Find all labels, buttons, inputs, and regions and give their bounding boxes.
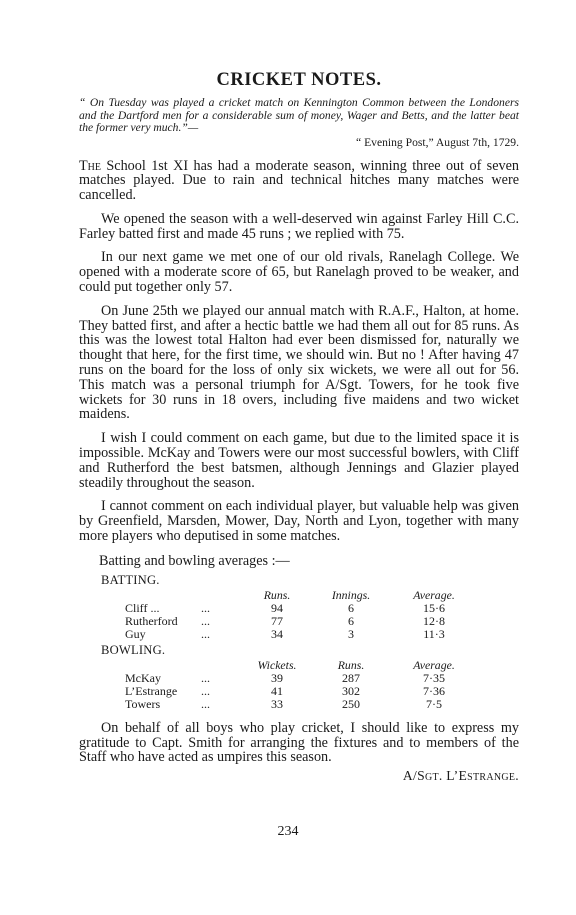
batting-table <box>125 589 475 641</box>
column-header: Innings. <box>331 587 371 602</box>
runs-value: 287 <box>342 670 360 685</box>
signature: A/Sgt. L’Estrange. <box>402 768 519 784</box>
paragraph-halton-match: On June 25th we played our annual match with R.A.F., Halton, at home. They batted first, and after a hectic battle we had them all out for 85 runs. As this was the lowest total Halton had ever been dismissed for, naturally we thought that here, for the first time, we should win. But no ! After having 47 runs on the board for the loss of only six wickets, we were all out for 56. This match was a personal triumph for A/Sgt. Towers, for he took five wickets for 30 runs in 18 overs, including five maidens and two wicket maidens. <box>79 302 519 423</box>
leader-dots: ... <box>201 626 210 641</box>
player-name: Guy <box>125 626 146 641</box>
bowling-table <box>125 659 475 711</box>
epigraph-quote: “ On Tuesday was played a cricket match on Kennington Common between the Londoners and the Dartford men for a considerable sum of money, Wager and Betts, and the latter beat the former very much.”— <box>79 96 519 134</box>
paragraph-helpers: I cannot comment on each individual player, but valuable help was given by Greenfield, Marsden, Mower, Day, North and Lyon, together with many more players who deputised in some matches. <box>79 498 519 545</box>
batting-heading: BATTING. <box>101 572 160 587</box>
average-value: 11·3 <box>423 626 445 641</box>
column-header: Runs. <box>263 587 291 602</box>
innings-value: 6 <box>348 613 354 628</box>
wickets-value: 33 <box>271 696 283 711</box>
bowling-heading: BOWLING. <box>101 642 166 657</box>
runs-value: 77 <box>271 613 283 628</box>
paragraph-ranelagh-match: In our next game we met one of our old rivals, Ranelagh College. We opened with a moderate score of 65, but Ranelagh proved to be weaker, and could put together only 57. <box>79 249 519 296</box>
leader-dots: ... <box>201 683 210 698</box>
epigraph-source: “ Evening Post,” August 7th, 1729. <box>356 135 519 149</box>
paragraph-text: School 1st XI has had a moderate season, winning three out of seven matches played. Due to rain and technical hitches many matches were cancelled. <box>79 157 519 204</box>
runs-value: 302 <box>342 683 360 698</box>
average-value: 12·8 <box>423 613 445 628</box>
runs-value: 250 <box>342 696 360 711</box>
innings-value: 6 <box>348 600 354 615</box>
average-value: 7·5 <box>426 696 442 711</box>
leader-dots: ... <box>201 600 210 615</box>
table-row <box>125 602 475 615</box>
column-header: Wickets. <box>257 657 297 672</box>
leader-dots: ... <box>201 670 210 685</box>
batting-header-row <box>125 589 475 602</box>
average-value: 7·36 <box>423 683 445 698</box>
player-name: Towers <box>125 696 161 711</box>
table-row <box>125 698 475 711</box>
wickets-value: 39 <box>271 670 283 685</box>
player-name: McKay <box>125 670 161 685</box>
column-header: Average. <box>413 587 455 602</box>
table-row <box>125 628 475 641</box>
paragraph-lead-word: The <box>79 157 101 174</box>
average-value: 7·35 <box>423 670 445 685</box>
player-name: Rutherford <box>125 613 178 628</box>
innings-value: 3 <box>348 626 354 641</box>
paragraph-farley-match: We opened the season with a well-deserved win against Farley Hill C.C. Farley batted first and made 45 runs ; we replied with 75. <box>79 210 519 242</box>
closing-paragraph: On behalf of all boys who play cricket, I should like to express my gratitude to Capt. Smith for arranging the fixtures and to members of the Staff who have acted as umpires this season. <box>79 719 519 766</box>
page-number: 234 <box>277 824 299 839</box>
article <box>79 70 519 784</box>
leader-dots: ... <box>201 696 210 711</box>
bowling-header-row <box>125 659 475 672</box>
leader-dots: ... <box>201 613 210 628</box>
article-title: CRICKET NOTES. <box>216 70 382 90</box>
column-header: Runs. <box>337 657 365 672</box>
runs-value: 34 <box>271 626 283 641</box>
column-header: Average. <box>413 657 455 672</box>
paragraph-best-players: I wish I could comment on each game, but due to the limited space it is impossible. McKay and Towers were our most successful bowlers, with Cliff and Rutherford the best batsmen, although Jennings and Glazier played steadily throughout the season. <box>79 430 519 491</box>
table-row <box>125 672 475 685</box>
player-name: Cliff ... <box>125 600 160 615</box>
average-value: 15·6 <box>423 600 445 615</box>
table-row <box>125 615 475 628</box>
player-name: L’Estrange <box>125 683 178 698</box>
table-row <box>125 685 475 698</box>
averages-intro: Batting and bowling averages :— <box>99 552 290 569</box>
wickets-value: 41 <box>271 683 283 698</box>
paragraph-season-summary <box>79 159 519 203</box>
runs-value: 94 <box>271 600 283 615</box>
